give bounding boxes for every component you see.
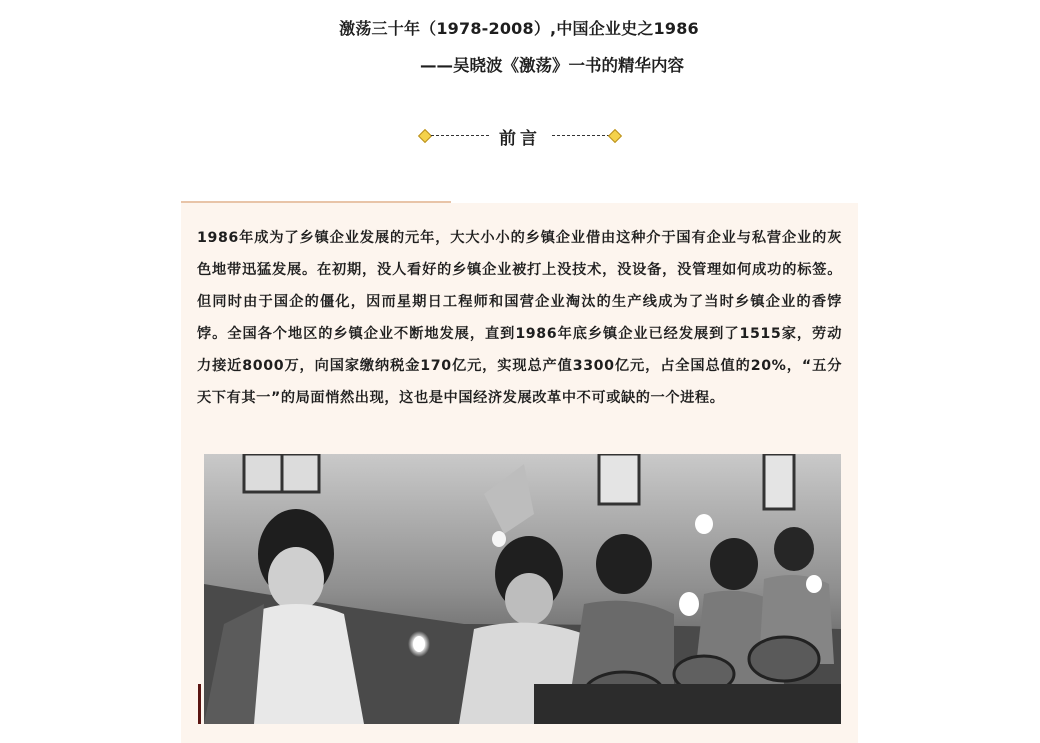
accent-bar <box>198 684 201 724</box>
factory-workers-photo-illustration <box>204 454 841 724</box>
diamond-right-icon <box>608 129 622 143</box>
section-title: 前言 <box>499 129 541 149</box>
factory-photo <box>204 454 841 724</box>
dashed-divider-left <box>431 135 489 136</box>
page-title: 激荡三十年（1978-2008）,中国企业史之1986 <box>339 19 699 38</box>
intro-paragraph: 1986年成为了乡镇企业发展的元年，大大小小的乡镇企业借由这种介于国有企业与私营企业的灰色地带迅猛发展。在初期，没人看好的乡镇企业被打上没技术，没设备，没管理如何成功的标签。但同时由于国企的僵化，因而星期日工程师和国营企业淘汰的生产线成为了当时乡镇企业的香饽饽。全国各个地区的乡镇企业不断地发展，直到1986年底乡镇企业已经发展到了1515家，劳动力接近8000万，向国家缴纳税金170亿元，实现总产值3300亿元，占全国总值的20%，“五分天下有其一”的局面悄然出现，这也是中国经济发展改革中不可或缺的一个进程。 <box>197 230 842 406</box>
dashed-divider-right <box>552 135 610 136</box>
diamond-left-icon <box>418 129 432 143</box>
page-subtitle: ——吴晓波《激荡》一书的精华内容 <box>420 56 684 75</box>
section-heading <box>418 124 624 148</box>
